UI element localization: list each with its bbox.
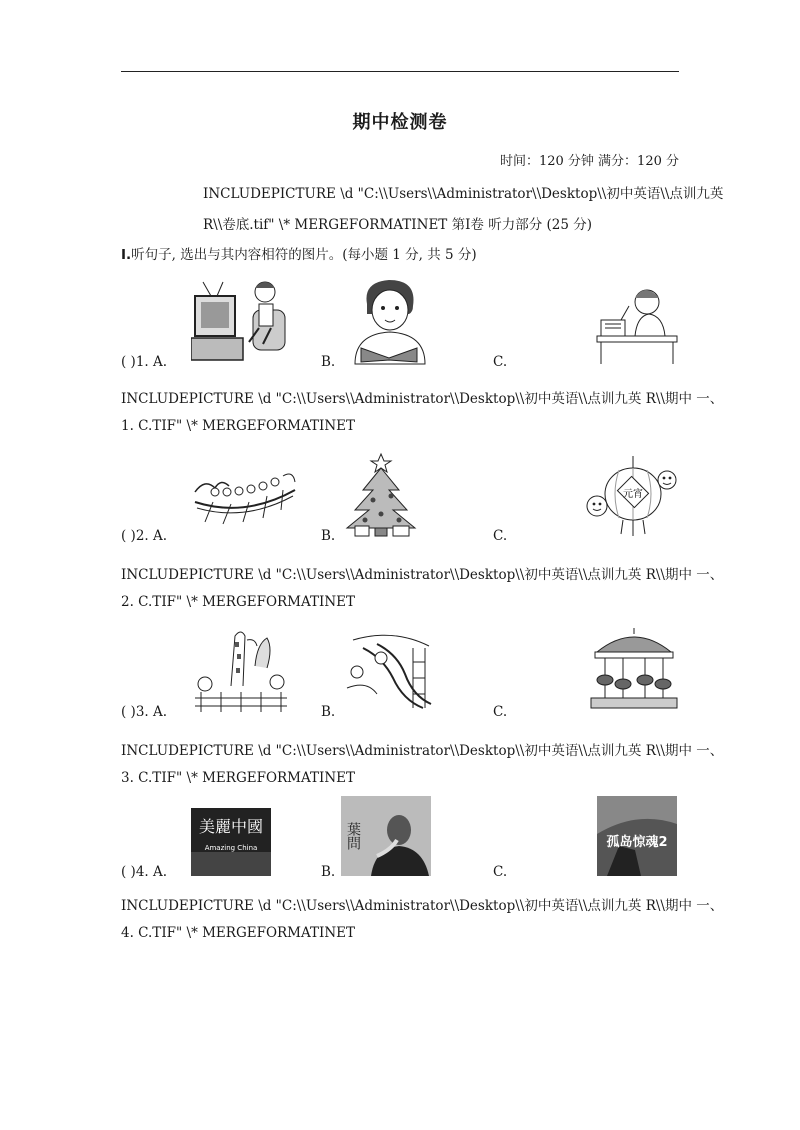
poster-title-cn: 孤岛惊魂2 — [606, 835, 668, 850]
exam-meta: 时间：120 分钟 满分：120 分 — [499, 154, 679, 169]
boy-listening-radio-icon — [591, 282, 681, 366]
option-b-label: B. — [321, 528, 336, 544]
include-field-line: INCLUDEPICTURE \d "C:\\Users\\Administrator\\Desktop\\初中英语\\点训九英 R\\期中 一、 — [121, 567, 724, 583]
christmas-tree-icon — [341, 452, 421, 538]
option-b-label: B. — [321, 864, 336, 880]
question-stem: ( )3. A. — [121, 704, 168, 720]
option-c-label: C. — [493, 528, 508, 544]
zoo-giraffe-icon — [191, 626, 291, 716]
question-stem: ( )4. A. — [121, 864, 168, 880]
section-instruction: 听句子, 选出与其内容相符的图片。(每小题 1 分, 共 5 分) — [131, 247, 477, 263]
question-4 — [121, 780, 681, 880]
include-field-line: INCLUDEPICTURE \d "C:\\Users\\Administrator\\Desktop\\初中英语\\点训九英 R\\期中 一、 — [121, 743, 724, 759]
page-title: 期中检测卷 — [352, 112, 448, 133]
include-field-line: INCLUDEPICTURE \d "C:\\Users\\Administrator\\Desktop\\初中英语\\点训九英 R\\期中 一、 — [121, 391, 724, 407]
include-field-line: INCLUDEPICTURE \d "C:\\Users\\Administrator\\Desktop\\初中英语\\点训九英 R\\期中 一、 — [121, 898, 724, 914]
question-1 — [121, 270, 681, 370]
far-cry-2-poster — [597, 796, 677, 876]
lantern-caption: 元宵 — [623, 489, 643, 500]
carousel-icon — [589, 628, 679, 714]
top-rule — [121, 71, 679, 72]
option-b-label: B. — [321, 704, 336, 720]
question-stem: ( )1. A. — [121, 354, 168, 370]
poster-title-cn: 葉問 — [345, 822, 361, 850]
include-field-line: 3. C.TIF" \* MERGEFORMATINET — [121, 770, 356, 786]
section-number: Ⅰ. — [121, 247, 132, 263]
boy-watching-tv-icon — [191, 276, 291, 366]
lantern-icon — [583, 456, 679, 536]
boy-reading-book-icon — [345, 276, 435, 366]
amazing-china-poster — [191, 808, 271, 876]
poster-title-cn: 美麗中國 — [198, 817, 264, 836]
option-c-label: C. — [493, 704, 508, 720]
question-3 — [121, 620, 681, 720]
water-slide-icon — [343, 628, 433, 714]
include-field-line: 2. C.TIF" \* MERGEFORMATINET — [121, 594, 356, 610]
include-field-line: 4. C.TIF" \* MERGEFORMATINET — [121, 925, 356, 941]
option-c-label: C. — [493, 354, 508, 370]
ip-man-poster — [341, 796, 431, 876]
part-heading: R\\卷底.tif" \* MERGEFORMATINET 第Ⅰ卷 听力部分 (25 分) — [203, 217, 593, 233]
poster-title-en: Amazing China — [204, 844, 258, 852]
question-stem: ( )2. A. — [121, 528, 168, 544]
include-field-line: INCLUDEPICTURE \d "C:\\Users\\Administrator\\Desktop\\初中英语\\点训九英 — [203, 186, 724, 202]
question-2 — [121, 444, 681, 544]
section-heading — [121, 243, 477, 263]
dragon-boat-icon — [191, 462, 296, 528]
option-c-label: C. — [493, 864, 508, 880]
include-field-line: 1. C.TIF" \* MERGEFORMATINET — [121, 418, 356, 434]
option-b-label: B. — [321, 354, 336, 370]
